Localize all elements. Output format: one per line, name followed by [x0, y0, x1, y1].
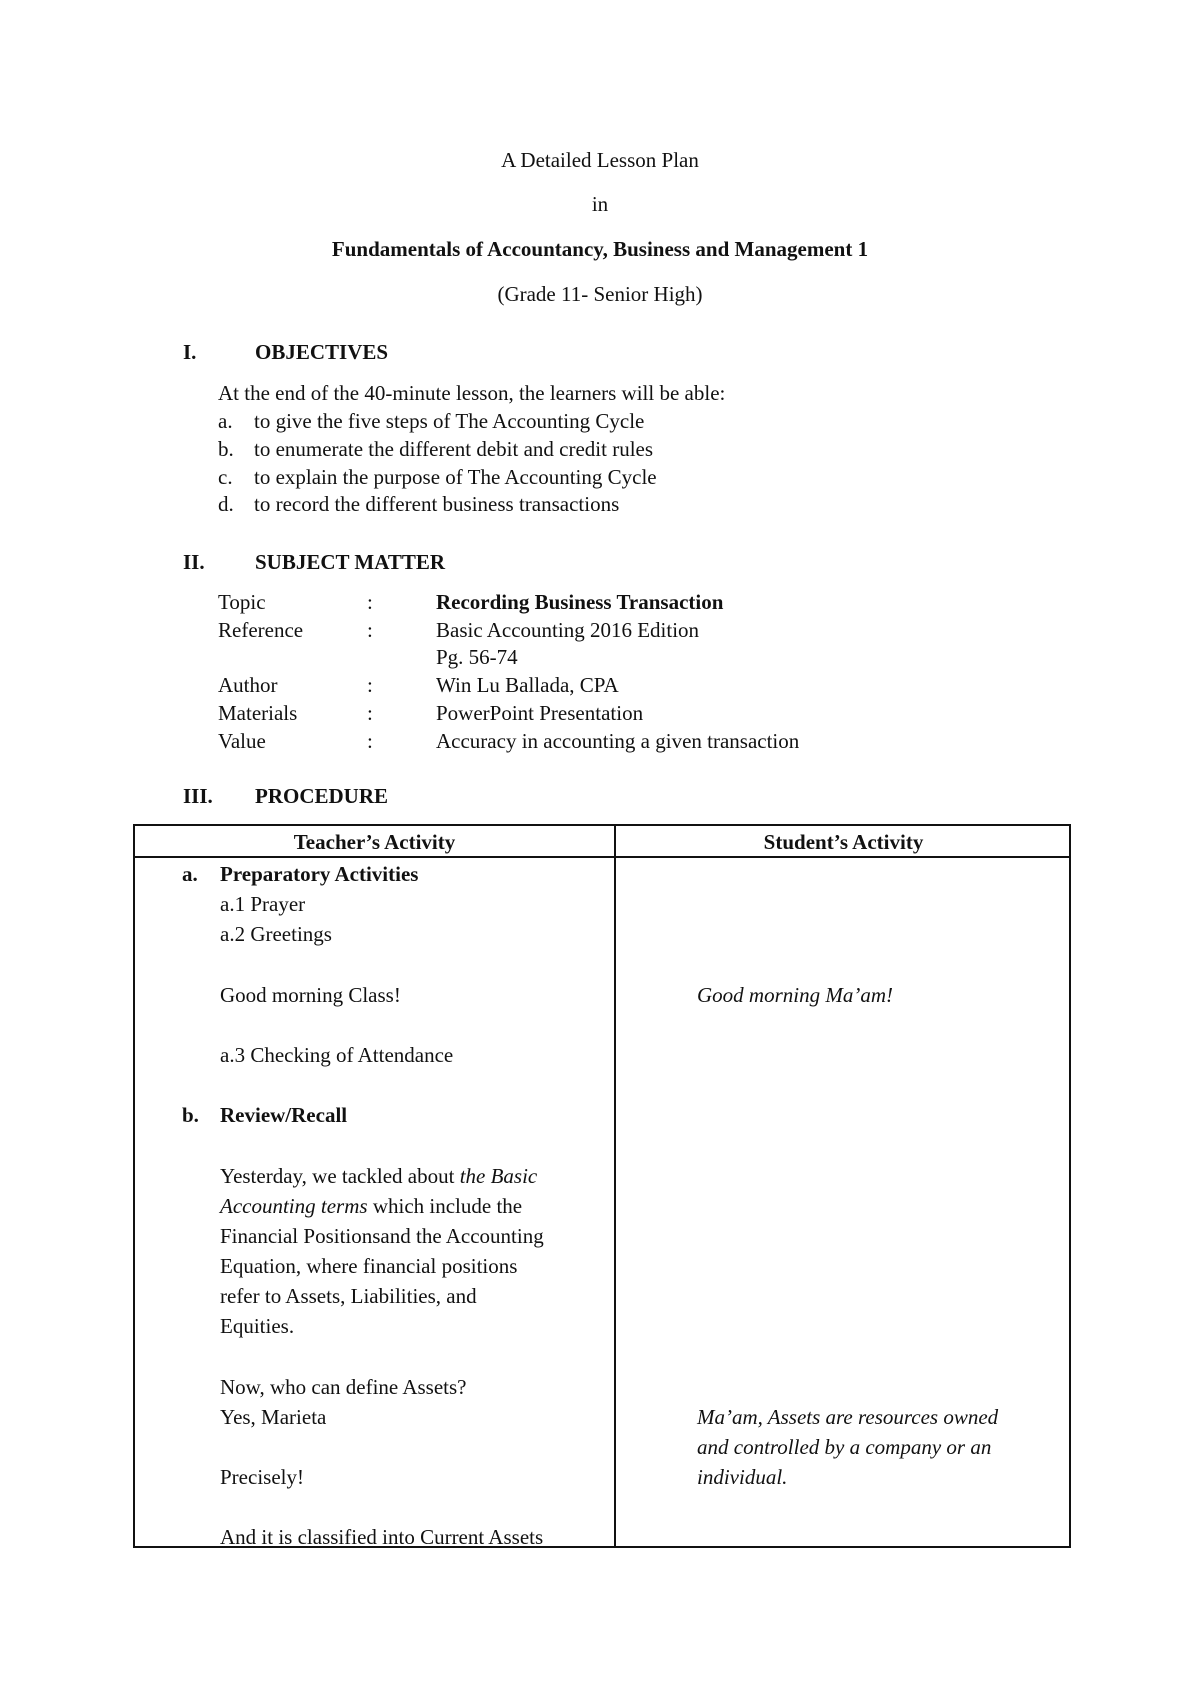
review-title: Review/Recall: [220, 1103, 348, 1127]
prep-letter: a.: [182, 862, 198, 886]
subject-matter-numeral: II.: [183, 550, 205, 574]
title-in: in: [591, 192, 609, 216]
subject-label: Materials: [218, 701, 298, 725]
assets-question: Now, who can define Assets?: [220, 1375, 467, 1399]
greetings-item: a.2 Greetings: [220, 922, 332, 946]
grade-level: (Grade 11- Senior High): [497, 282, 703, 306]
review-paragraph-line: Financial Positionsand the Accounting: [220, 1224, 544, 1248]
objective-letter: b.: [218, 437, 234, 461]
objective-letter: d.: [218, 492, 234, 516]
review-text: which include the: [367, 1194, 523, 1218]
objectives-numeral: I.: [183, 340, 197, 364]
procedure-table: [133, 824, 1071, 1548]
teacher-affirmation: Precisely!: [220, 1465, 304, 1489]
objective-item: [218, 467, 657, 488]
assets-classification: And it is classified into Current Assets: [220, 1525, 544, 1549]
review-paragraph-line: [220, 1196, 522, 1217]
objective-text: to record the different business transactions: [254, 492, 620, 516]
subject-value: Pg. 56-74: [436, 645, 518, 669]
objective-letter: a.: [218, 409, 233, 433]
student-activity-header: Student’s Activity: [763, 830, 924, 854]
subject-value: Recording Business Transaction: [436, 590, 724, 614]
review-text: Yesterday, we tackled about: [220, 1164, 460, 1188]
objective-text: to explain the purpose of The Accounting Cycle: [254, 465, 657, 489]
prep-title: Preparatory Activities: [220, 862, 419, 886]
review-paragraph-line: refer to Assets, Liabilities, and: [220, 1284, 477, 1308]
attendance-item: a.3 Checking of Attendance: [220, 1043, 454, 1067]
subject-value: Win Lu Ballada, CPA: [436, 673, 619, 697]
student-good-morning: Good morning Ma’am!: [697, 983, 893, 1007]
teacher-good-morning: Good morning Class!: [220, 983, 401, 1007]
objectives-heading: OBJECTIVES: [255, 340, 389, 364]
table-column-divider: [614, 826, 616, 1546]
subject-value: PowerPoint Presentation: [436, 701, 644, 725]
subject-label: Author: [218, 673, 278, 697]
objective-text: to give the five steps of The Accounting Cycle: [254, 409, 645, 433]
prayer-item: a.1 Prayer: [220, 892, 306, 916]
procedure-numeral: III.: [183, 784, 213, 808]
procedure-heading: PROCEDURE: [255, 784, 389, 808]
subject-colon: :: [367, 618, 373, 642]
review-paragraph-line: Equities.: [220, 1314, 295, 1338]
subject-value: Basic Accounting 2016 Edition: [436, 618, 700, 642]
subject-colon: :: [367, 673, 373, 697]
objective-text: to enumerate the different debit and credit rules: [254, 437, 654, 461]
review-letter: b.: [182, 1103, 199, 1127]
objective-item: [218, 494, 619, 515]
teacher-activity-header: Teacher’s Activity: [293, 830, 456, 854]
student-answer-line: and controlled by a company or an: [697, 1435, 992, 1459]
subject-label: Reference: [218, 618, 304, 642]
subject-matter-heading: SUBJECT MATTER: [255, 550, 446, 574]
objective-item: [218, 411, 644, 432]
review-text-italic: the Basic: [459, 1164, 538, 1188]
table-header-rule: [135, 856, 1069, 858]
objective-item: [218, 439, 653, 460]
subject-colon: :: [367, 729, 373, 753]
student-answer-line: individual.: [697, 1465, 788, 1489]
review-paragraph-line: Equation, where financial positions: [220, 1254, 518, 1278]
objective-letter: c.: [218, 465, 233, 489]
document-title: A Detailed Lesson Plan: [501, 148, 699, 172]
objectives-intro: At the end of the 40-minute lesson, the learners will be able:: [218, 381, 726, 405]
call-on-student: Yes, Marieta: [220, 1405, 327, 1429]
subject-label: Value: [218, 729, 266, 753]
subject-value: Accuracy in accounting a given transaction: [436, 729, 800, 753]
review-text-italic: Accounting terms: [220, 1194, 368, 1218]
subject-title: Fundamentals of Accountancy, Business and Management 1: [331, 237, 869, 261]
subject-colon: :: [367, 701, 373, 725]
review-paragraph-line: [220, 1166, 537, 1187]
subject-label: Topic: [218, 590, 266, 614]
subject-colon: :: [367, 590, 373, 614]
student-answer-line: Ma’am, Assets are resources owned: [697, 1405, 999, 1429]
